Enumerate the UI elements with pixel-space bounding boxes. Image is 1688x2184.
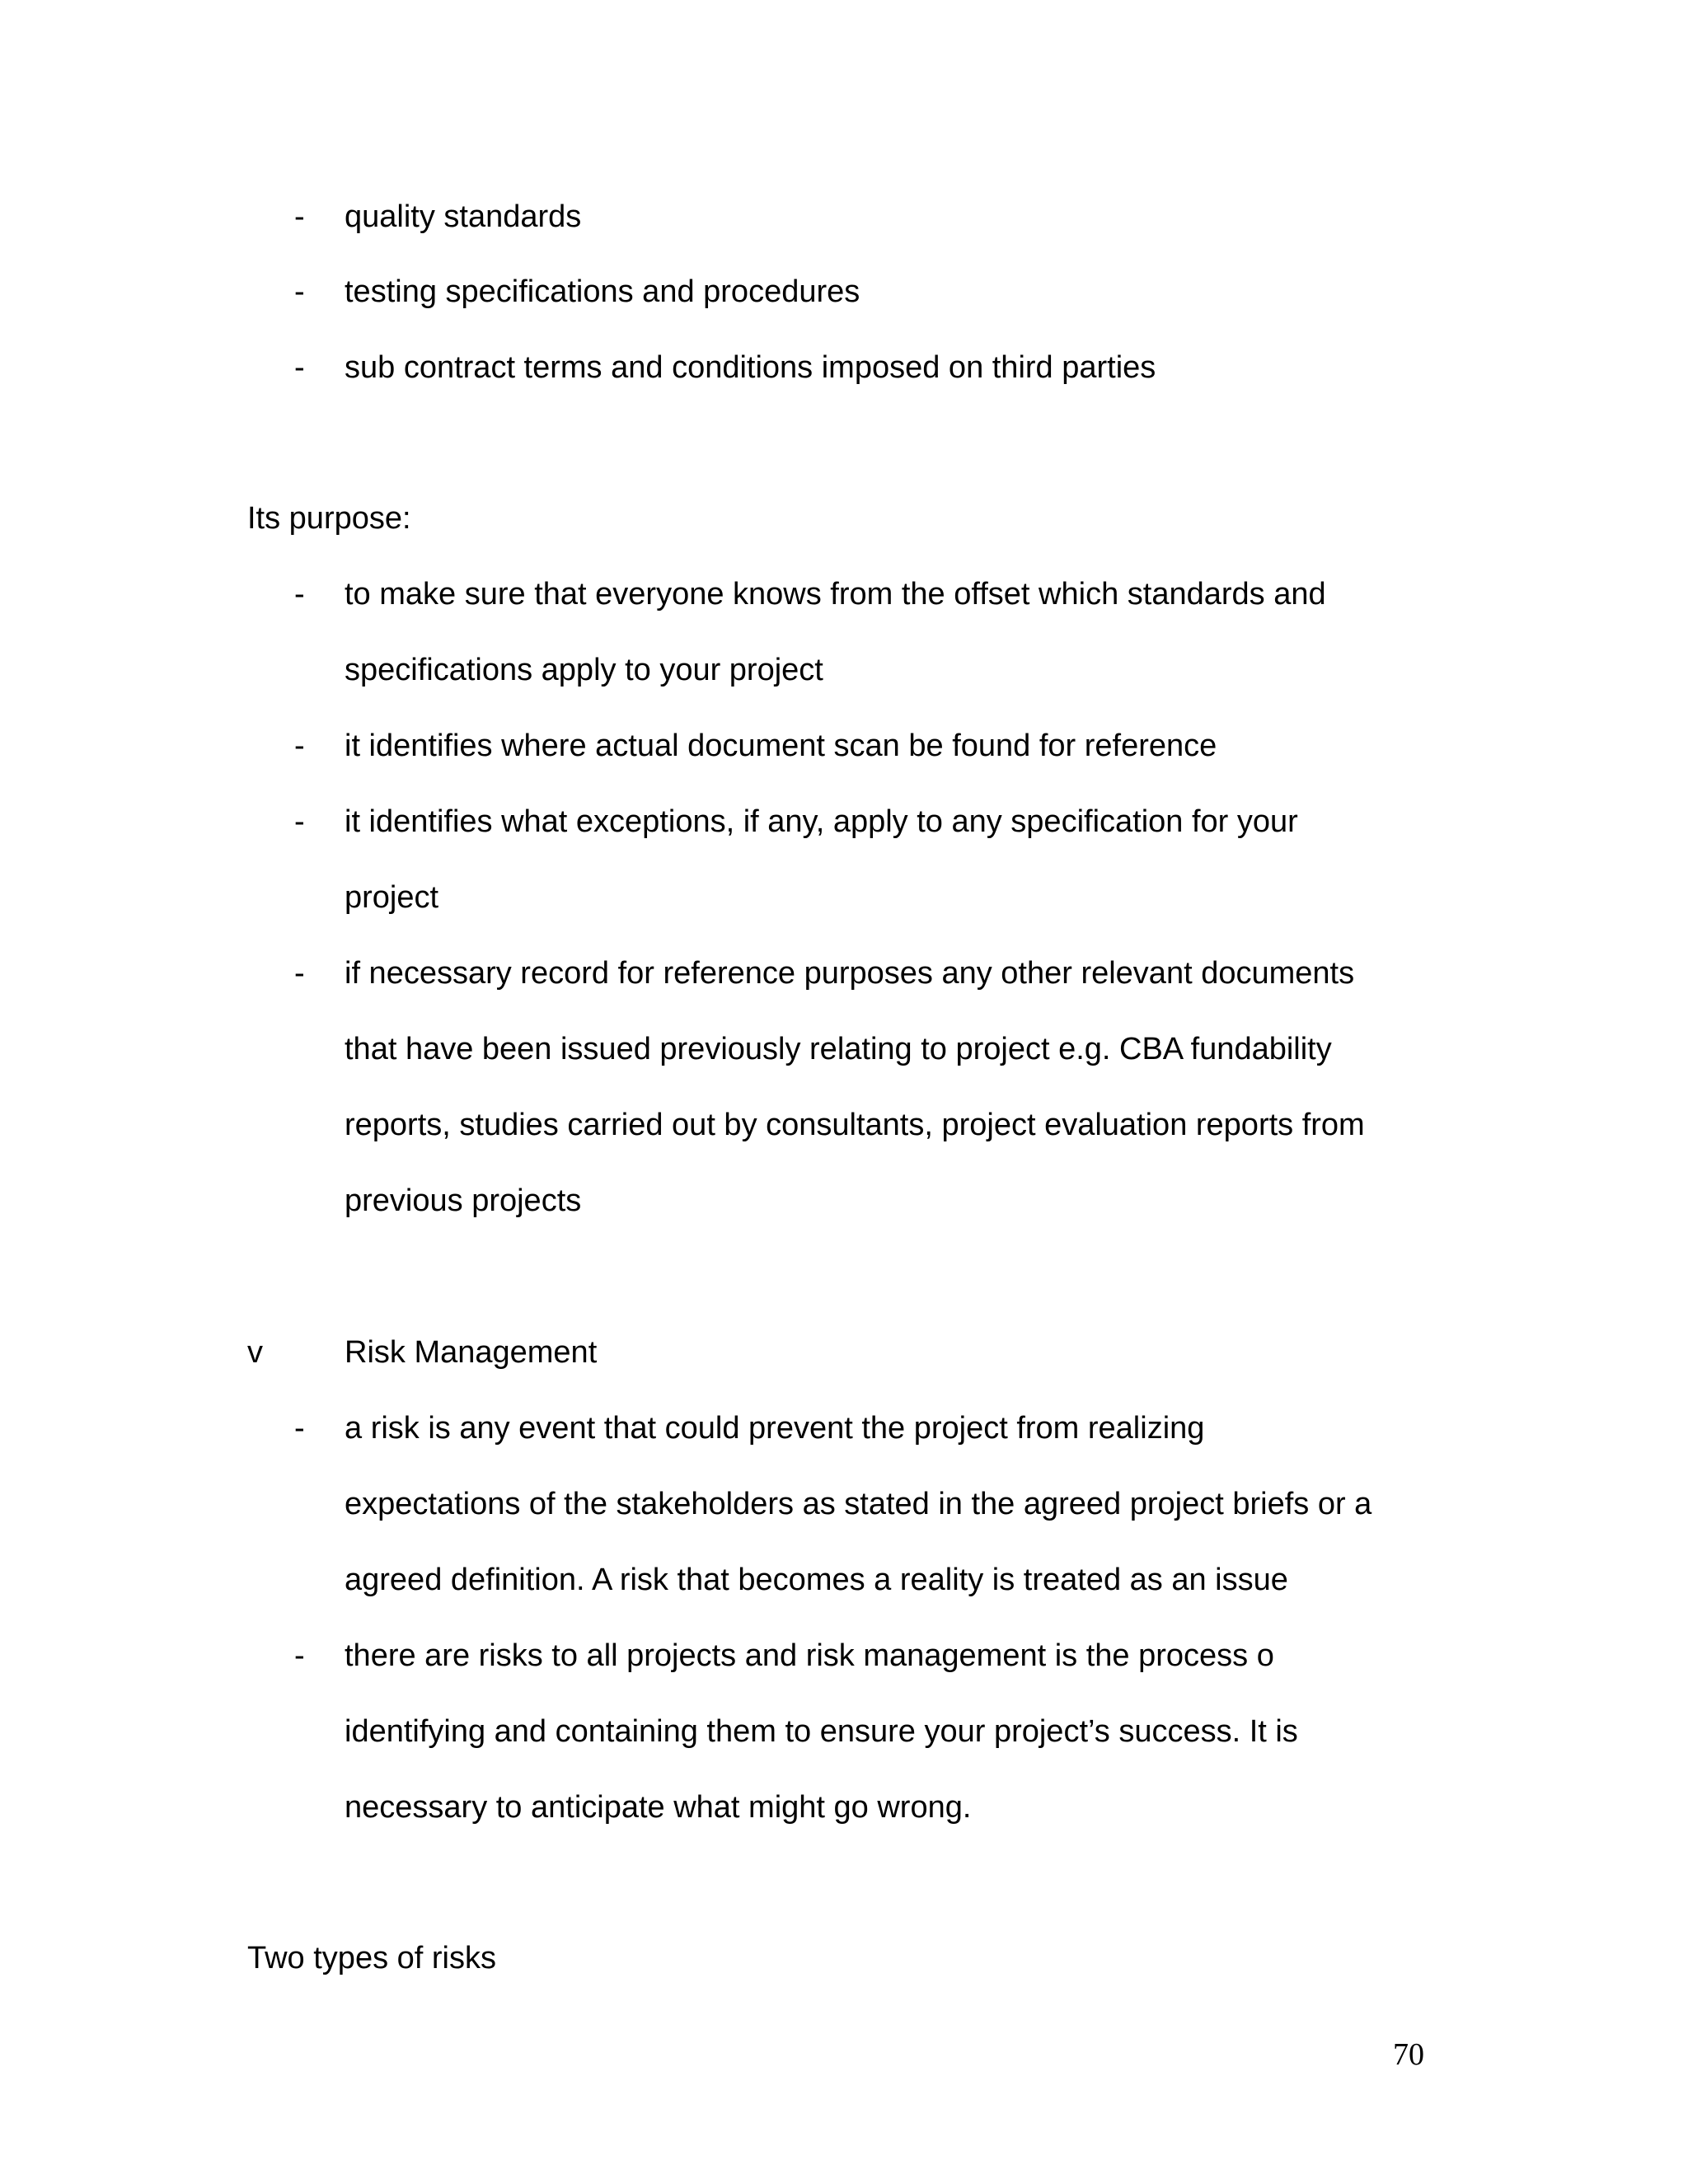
purpose-item-4-line-3: reports, studies carried out by consultants, project evaluation reports from	[345, 1108, 1365, 1142]
list-item-testing-specifications: testing specifications and procedures	[345, 274, 860, 309]
risk-item-2-line-2: identifying and containing them to ensure your project’s success. It is	[345, 1714, 1298, 1749]
list-dash: -	[294, 729, 305, 763]
purpose-item-1-line-1: to make sure that everyone knows from the offset which standards and	[345, 577, 1326, 612]
purpose-item-4-line-4: previous projects	[345, 1183, 582, 1218]
purpose-item-4-line-2: that have been issued previously relating to project e.g. CBA fundability	[345, 1032, 1332, 1066]
list-dash: -	[294, 350, 305, 385]
purpose-item-3-line-1: it identifies what exceptions, if any, apply to any specification for your	[345, 804, 1298, 839]
purpose-item-4-line-1: if necessary record for reference purposes any other relevant documents	[345, 956, 1355, 991]
risk-types-heading: Two types of risks	[247, 1941, 496, 1975]
list-item-quality-standards: quality standards	[345, 199, 582, 234]
purpose-item-2-line-1: it identifies where actual document scan be found for reference	[345, 729, 1217, 763]
list-dash: -	[294, 274, 305, 309]
list-dash: -	[294, 956, 305, 991]
list-dash: -	[294, 199, 305, 234]
list-dash: -	[294, 1411, 305, 1446]
list-item-sub-contract-terms: sub contract terms and conditions imposed on third parties	[345, 350, 1156, 385]
risk-item-1-line-2: expectations of the stakeholders as stated in the agreed project briefs or a	[345, 1487, 1372, 1521]
page-number: 70	[1393, 2037, 1424, 2072]
list-dash: -	[294, 577, 305, 612]
risk-item-2-line-1: there are risks to all projects and risk management is the process o	[345, 1638, 1274, 1673]
section-title: Risk Management	[345, 1335, 598, 1370]
purpose-heading: Its purpose:	[247, 501, 411, 536]
section-marker: v	[247, 1335, 263, 1370]
risk-item-1-line-1: a risk is any event that could prevent the project from realizing	[345, 1411, 1205, 1446]
risk-item-1-line-3: agreed definition. A risk that becomes a reality is treated as an issue	[345, 1563, 1288, 1597]
purpose-item-1-line-2: specifications apply to your project	[345, 653, 823, 687]
risk-item-2-line-3: necessary to anticipate what might go wrong.	[345, 1790, 972, 1825]
list-dash: -	[294, 804, 305, 839]
list-dash: -	[294, 1638, 305, 1673]
purpose-item-3-line-2: project	[345, 880, 439, 915]
